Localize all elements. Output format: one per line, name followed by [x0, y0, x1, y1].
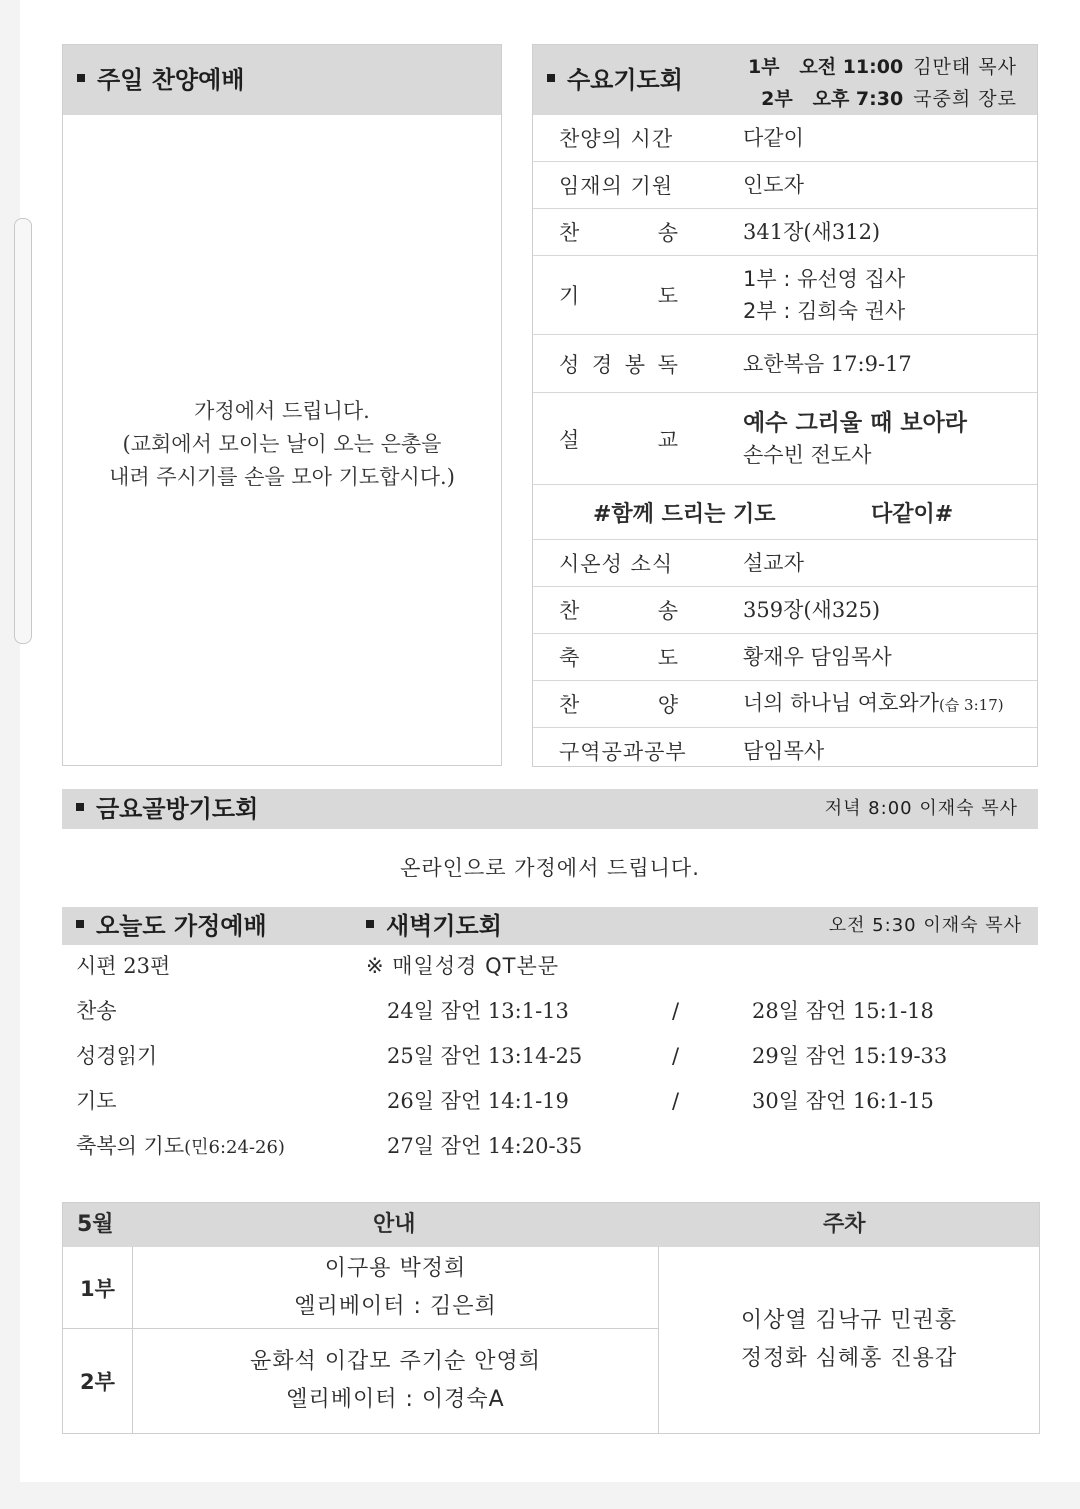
- qt-title: ※ 매일성경 QT본문: [366, 954, 560, 978]
- time-value: 오전 11:00: [799, 56, 904, 78]
- order-label: [559, 681, 679, 727]
- separator: /: [672, 999, 680, 1023]
- order-row: [533, 393, 1037, 485]
- elevator-duty: 엘리베이터 : 이경숙A: [286, 1387, 505, 1412]
- usher-names: 이구용 박정희: [324, 1255, 467, 1281]
- order-value: 담임목사: [743, 738, 825, 763]
- part-label: 1부: [747, 56, 780, 78]
- hymn-ref: (습 3:17): [938, 696, 1004, 714]
- parking-line: 정정화 심혜홍 진용갑: [740, 1346, 958, 1371]
- friday-prayer-header: [62, 789, 1038, 829]
- char: 경: [591, 352, 614, 377]
- wednesday-times: [748, 51, 1017, 115]
- order-value: 요한복음 17:9-17: [743, 351, 912, 376]
- part-2-label: 2부: [80, 1370, 115, 1394]
- sunday-worship-header: [63, 45, 501, 115]
- qt-reading: 25일 잠언 13:14-25: [387, 1044, 583, 1068]
- guide-header: 안내: [373, 1212, 416, 1237]
- order-row: [533, 634, 1037, 681]
- char: 도: [657, 646, 679, 670]
- friday-prayer-message: 온라인으로 가정에서 드립니다.: [400, 856, 700, 880]
- psalm-ref: 23편: [123, 954, 171, 978]
- usher-names: 윤화석 이갑모 주기순 안영희: [249, 1349, 541, 1374]
- char: 찬: [559, 221, 581, 245]
- page-side-handle[interactable]: [14, 218, 32, 644]
- notice-line: 내려 주시기를 손을 모아 기도합시다.): [109, 465, 455, 489]
- order-row: [533, 335, 1037, 393]
- joint-prayer-label: #함께 드리는 기도: [593, 501, 776, 527]
- qt-reading: 26일 잠언 14:1-19: [387, 1089, 569, 1113]
- square-bullet-icon: [547, 74, 555, 82]
- wednesday-prayer-title: 수요기도회: [567, 66, 683, 94]
- char: 교: [657, 427, 679, 452]
- order-label: [559, 393, 679, 484]
- separator: /: [672, 1089, 680, 1113]
- list-item: [76, 1130, 285, 1175]
- order-label: [559, 335, 679, 392]
- duty-table-header: [63, 1203, 1039, 1247]
- order-row: [533, 587, 1037, 634]
- order-label: [559, 209, 679, 255]
- order-row: [533, 681, 1037, 728]
- part-2-guides: [133, 1329, 658, 1433]
- order-label: 찬양의 시간: [559, 127, 674, 151]
- part-1-label: 1부: [80, 1276, 115, 1301]
- sunday-worship-notice: [63, 395, 501, 494]
- blessing-label: 축복의 기도: [76, 1134, 185, 1158]
- qt-reading: 30일 잠언 16:1-15: [752, 1089, 934, 1113]
- order-row-joint-prayer: [533, 485, 1037, 540]
- duty-table: [62, 1202, 1040, 1434]
- order-row: [533, 728, 1037, 773]
- month-header: 5월: [77, 1212, 114, 1237]
- prayer-leader-1: 1부 : 유선영 집사: [743, 267, 906, 291]
- sunday-worship-box: [62, 44, 502, 766]
- part-1-guides: [133, 1247, 658, 1328]
- elevator-duty: 엘리베이터 : 김은희: [294, 1293, 497, 1319]
- dawn-prayer-title-wrap: [366, 907, 502, 945]
- friday-prayer-time: 저녁 8:00 이재숙 목사: [824, 798, 1018, 819]
- order-row: [533, 162, 1037, 209]
- order-value: 인도자: [743, 173, 804, 197]
- time-row: [748, 51, 1017, 83]
- friday-prayer-title-wrap: [76, 789, 258, 829]
- order-label: 시온성 소식: [559, 552, 674, 576]
- separator: /: [672, 1044, 680, 1068]
- wednesday-prayer-box: [532, 44, 1038, 767]
- parking-header: 주차: [823, 1212, 866, 1237]
- qt-reading: 28일 잠언 15:1-18: [752, 999, 934, 1023]
- home-dawn-header: [62, 907, 1038, 945]
- notice-line: 가정에서 드립니다.: [194, 399, 370, 423]
- order-row: [533, 115, 1037, 162]
- square-bullet-icon: [77, 74, 85, 82]
- friday-prayer-title: 금요골방기도회: [96, 795, 259, 823]
- blessing-ref: (민6:24-26): [184, 1137, 285, 1158]
- sunday-worship-title: 주일 찬양예배: [97, 66, 245, 94]
- qt-reading: 24일 잠언 13:1-13: [387, 999, 569, 1023]
- char: 찬: [559, 693, 581, 717]
- notice-line: (교회에서 모이는 날이 오는 은총을: [122, 432, 442, 456]
- home-worship-title-wrap: [76, 907, 267, 945]
- parking-line: 이상열 김낙규 민권홍: [740, 1308, 958, 1333]
- char: 도: [657, 284, 679, 308]
- psalm-label: 시편: [76, 954, 124, 978]
- dawn-prayer-title: 새벽기도회: [386, 912, 502, 940]
- hymn-title: 너의 하나님 여호와가: [743, 691, 939, 715]
- char: 축: [559, 646, 581, 670]
- dawn-prayer-time: 오전 5:30 이재숙 목사: [828, 915, 1022, 936]
- qt-reading: 29일 잠언 15:19-33: [752, 1044, 948, 1068]
- order-value: 다같이: [743, 126, 804, 150]
- square-bullet-icon: [76, 920, 84, 928]
- square-bullet-icon: [76, 803, 84, 811]
- bulletin-page: [20, 0, 1080, 1482]
- part-label: 2부: [761, 88, 793, 110]
- list-item: [76, 950, 285, 995]
- order-value: [743, 681, 1004, 727]
- home-worship-title: 오늘도 가정예배: [96, 912, 267, 940]
- char: 봉: [624, 352, 647, 377]
- order-label: 구역공과공부: [559, 739, 687, 764]
- order-value: 황재우 담임목사: [743, 645, 892, 669]
- order-row: [533, 256, 1037, 335]
- order-label: [559, 634, 679, 680]
- hymn-line: [743, 687, 1004, 721]
- char: 기: [559, 284, 581, 308]
- leader-name: 국중희 장로: [913, 88, 1017, 110]
- char: 송: [657, 599, 679, 623]
- order-label: [559, 256, 679, 334]
- order-row: [533, 209, 1037, 256]
- wednesday-prayer-title-wrap: [547, 45, 683, 115]
- qt-reading: 27일 잠언 14:20-35: [387, 1134, 583, 1158]
- time-value: 오후 7:30: [812, 88, 904, 110]
- order-value: 359장(새325): [743, 598, 881, 622]
- order-value: 341장(새312): [743, 220, 881, 244]
- char: 양: [657, 693, 679, 717]
- order-row: [533, 540, 1037, 587]
- parking-names: [659, 1247, 1039, 1433]
- char: 독: [657, 352, 679, 377]
- list-item: 성경읽기: [76, 1044, 158, 1068]
- prayer-leader-2: 2부 : 김희숙 권사: [743, 299, 906, 323]
- order-value: [743, 256, 905, 334]
- char: 찬: [559, 599, 581, 623]
- list-item: 기도: [76, 1089, 117, 1113]
- leader-name: 김만태 목사: [913, 56, 1017, 78]
- char: 설: [559, 427, 581, 452]
- char: 성: [559, 352, 581, 377]
- time-row: [748, 83, 1017, 115]
- char: 송: [657, 221, 679, 245]
- order-label: 임재의 기원: [559, 174, 674, 198]
- preacher-name: 손수빈 전도사: [743, 442, 872, 467]
- home-worship-list: [76, 950, 285, 1175]
- order-value: [743, 393, 967, 484]
- sermon-title: 예수 그리울 때 보아라: [743, 409, 967, 436]
- order-value: 설교자: [743, 551, 804, 575]
- square-bullet-icon: [366, 920, 374, 928]
- order-label: [559, 587, 679, 633]
- wednesday-prayer-header: [533, 45, 1037, 115]
- list-item: 찬송: [76, 999, 117, 1023]
- joint-prayer-value: 다같이#: [871, 501, 954, 527]
